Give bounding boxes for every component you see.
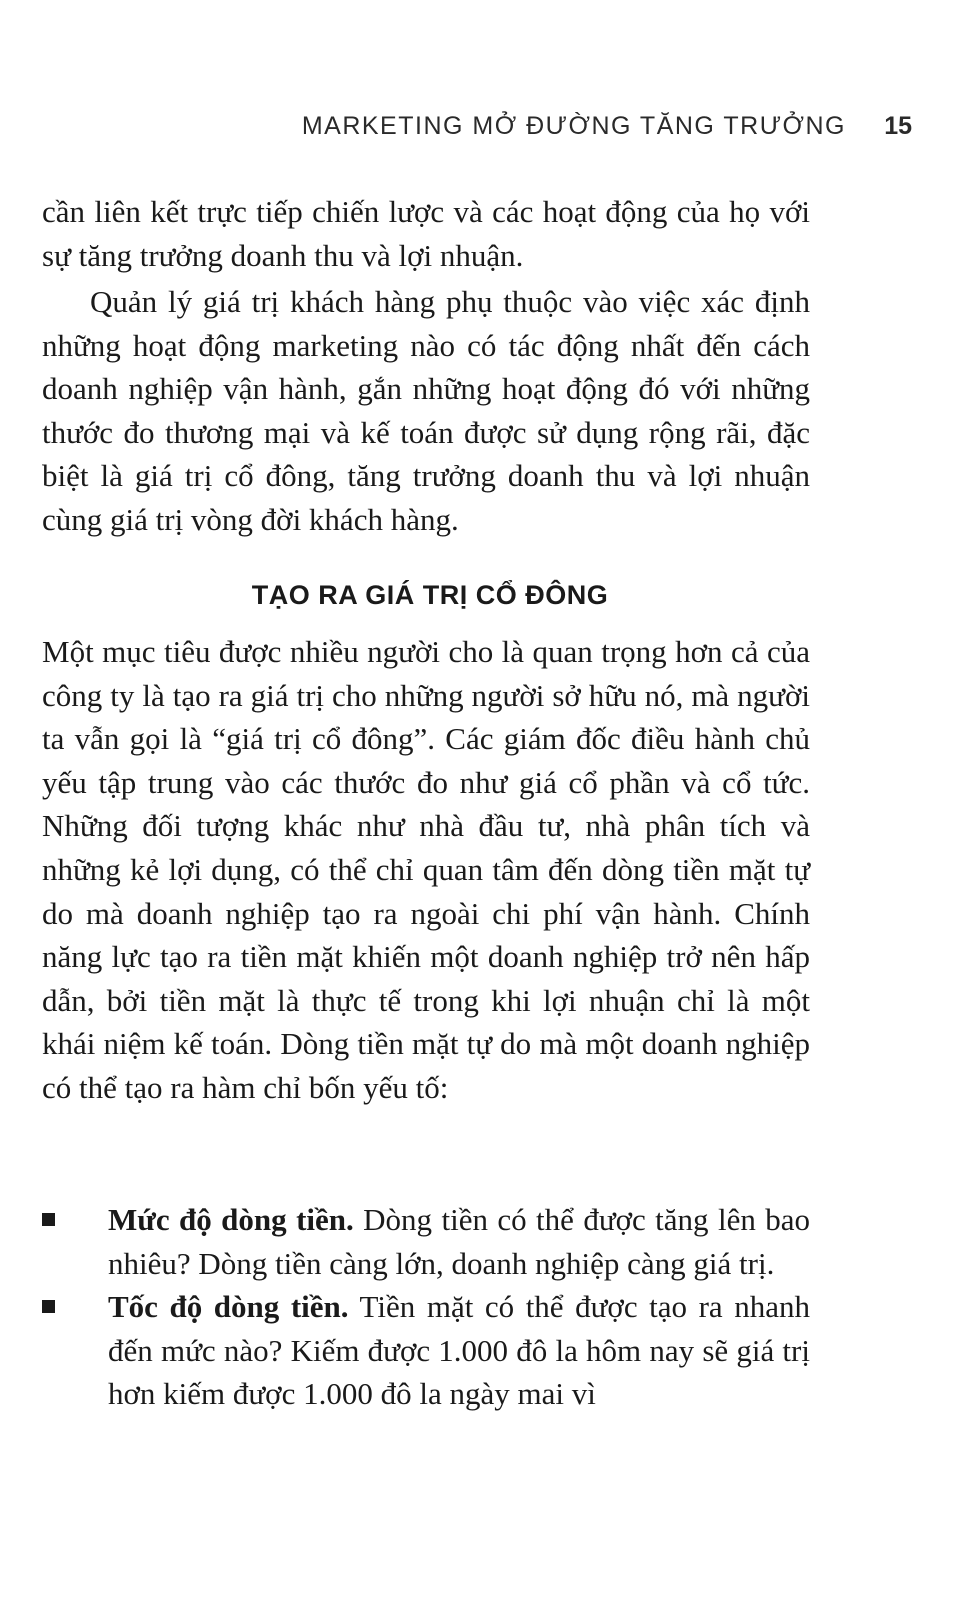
bullet-lead: Mức độ dòng tiền. [108, 1202, 354, 1237]
paragraph-shareholder-value: Một mục tiêu được nhiều người cho là quan trọng hơn cả của công ty là tạo ra giá trị cho những người sở hữu nó, mà người ta vẫn gọi là “giá trị cổ đông”. Các giám đốc điều hành chủ yếu tập trung vào các thước đo như giá cổ phần và cổ tức. Những đối tượng khác như nhà đầu tư, nhà phân tích và những kẻ lợi dụng, có thể chỉ quan tâm đến dòng tiền mặt tự do mà doanh nghiệp tạo ra ngoài chi phí vận hành. Chính năng lực tạo ra tiền mặt khiến một doanh nghiệp trở nên hấp dẫn, bởi tiền mặt là thực tế trong khi lợi nhuận chỉ là một khái niệm kế toán. Dòng tiền mặt tự do mà một doanh nghiệp có thể tạo ra hàm chỉ bốn yếu tố: [42, 634, 810, 1105]
list-item [42, 1285, 810, 1416]
bullet-lead: Tốc độ dòng tiền. [108, 1289, 349, 1325]
square-bullet-icon [42, 1213, 55, 1226]
section-heading: TẠO RA GIÁ TRỊ CỔ ĐÔNG [251, 580, 609, 610]
paragraph-customer-value: Quản lý giá trị khách hàng phụ thuộc vào việc xác định những hoạt động marketing nào có tác động nhất đến cách doanh nghiệp vận hành, gắn những hoạt động đó với những thước đo thương mại và kế toán được sử dụng rộng rãi, đặc biệt là giá trị cổ đông, tăng trưởng doanh thu và lợi nhuận cùng giá trị vòng đời khách hàng. [42, 284, 810, 537]
bullet-text: Dòng tiền có thể được tăng lên bao nhiêu? Dòng tiền càng lớn, doanh nghiệp càng giá trị. [108, 1202, 810, 1281]
square-bullet-icon [42, 1300, 55, 1313]
page-number: 15 [884, 112, 912, 140]
paragraph-continued: cần liên kết trực tiếp chiến lược và các hoạt động của họ với sự tăng trưởng doanh thu và lợi nhuận. [42, 194, 810, 273]
factor-list [42, 1198, 810, 1416]
bullet-text: Tiền mặt có thể được tạo ra nhanh đến mức nào? Kiếm được 1.000 đô la hôm nay sẽ giá trị hơn kiếm được 1.000 đô la ngày mai vì [108, 1289, 810, 1412]
running-header [0, 112, 954, 152]
list-item [42, 1198, 810, 1285]
running-title: MARKETING MỞ ĐƯỜNG TĂNG TRƯỞNG [301, 112, 846, 140]
